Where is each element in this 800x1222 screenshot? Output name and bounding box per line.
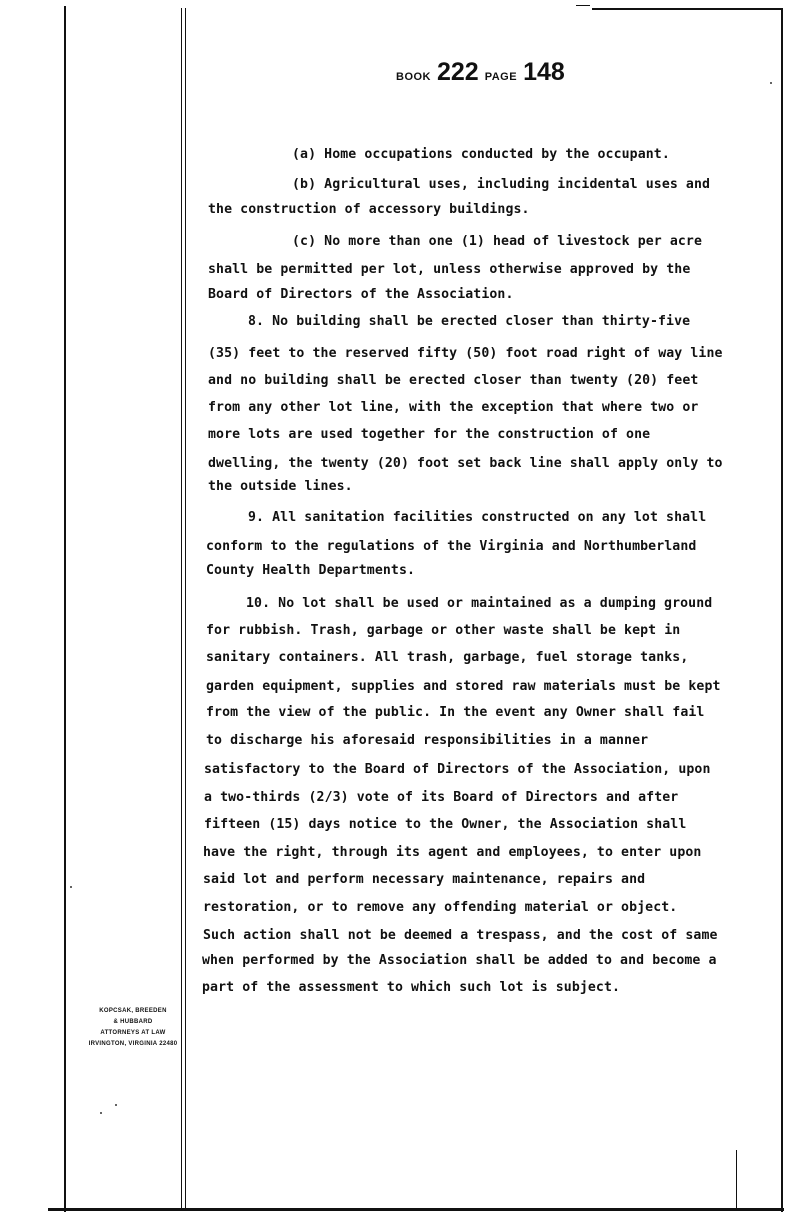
text-line: restoration, or to remove any offending material or object.: [203, 900, 678, 915]
left-border-rule: [64, 6, 66, 1212]
book-page-header: [396, 58, 565, 87]
text-line: dwelling, the twenty (20) foot set back line shall apply only to: [208, 456, 723, 471]
bottom-border-rule: [48, 1208, 784, 1211]
text-line: for rubbish. Trash, garbage or other waste shall be kept in: [206, 623, 681, 638]
speck: [115, 1104, 117, 1106]
text-line: shall be permitted per lot, unless otherwise approved by the: [208, 262, 691, 277]
page-label: PAGE: [484, 71, 518, 83]
text-line: fifteen (15) days notice to the Owner, the Association shall: [204, 817, 687, 832]
text-line: to discharge his aforesaid responsibilities in a manner: [206, 733, 649, 748]
right-border-rule: [781, 8, 783, 1212]
text-line: 9. All sanitation facilities constructed on any lot shall: [248, 510, 707, 525]
speck: [770, 82, 772, 84]
law-firm-stamp: [78, 1006, 188, 1050]
text-line: Such action shall not be deemed a trespass, and the cost of same: [203, 928, 718, 943]
text-line: (35) feet to the reserved fifty (50) foot road right of way line: [208, 346, 723, 361]
text-line: the construction of accessory buildings.: [208, 202, 530, 217]
text-line: from any other lot line, with the exception that where two or: [208, 400, 699, 415]
text-line: 8. No building shall be erected closer than thirty-five: [248, 314, 691, 329]
top-right-rule: [592, 8, 782, 10]
speck: [100, 1112, 102, 1114]
text-line: satisfactory to the Board of Directors of the Association, upon: [204, 762, 711, 777]
firm-name-line: & HUBBARD: [113, 1019, 153, 1025]
text-line: when performed by the Association shall be added to and become a: [202, 953, 717, 968]
text-line: more lots are used together for the construction of one: [208, 427, 651, 442]
text-line: said lot and perform necessary maintenance, repairs and: [203, 872, 646, 887]
firm-name-line: KOPCSAK, BREEDEN: [99, 1008, 167, 1014]
text-line: (c) No more than one (1) head of livestock per acre: [292, 234, 703, 249]
text-line: Board of Directors of the Association.: [208, 287, 514, 302]
right-inner-rule: [736, 1150, 737, 1208]
firm-address-line: IRVINGTON, VIRGINIA 22480: [88, 1041, 178, 1047]
page-number: 148: [523, 58, 565, 86]
book-label: BOOK: [396, 71, 431, 83]
text-line: the outside lines.: [208, 479, 353, 494]
text-line: conform to the regulations of the Virginia and Northumberland: [206, 539, 697, 554]
text-line: (b) Agricultural uses, including incidental uses and: [292, 177, 711, 192]
book-number: 222: [437, 58, 479, 86]
text-line: County Health Departments.: [206, 563, 416, 578]
top-right-short-rule: [576, 5, 590, 6]
speck: [70, 886, 72, 888]
text-line: (a) Home occupations conducted by the occupant.: [292, 147, 670, 162]
text-line: sanitary containers. All trash, garbage, fuel storage tanks,: [206, 650, 689, 665]
text-line: and no building shall be erected closer than twenty (20) feet: [208, 373, 699, 388]
text-line: have the right, through its agent and employees, to enter upon: [203, 845, 702, 860]
text-line: 10. No lot shall be used or maintained as a dumping ground: [246, 596, 713, 611]
text-line: a two-thirds (2/3) vote of its Board of Directors and after: [204, 790, 679, 805]
text-line: from the view of the public. In the event any Owner shall fail: [206, 705, 705, 720]
text-line: part of the assessment to which such lot is subject.: [202, 980, 621, 995]
text-line: garden equipment, supplies and stored raw materials must be kept: [206, 679, 721, 694]
firm-title-line: ATTORNEYS AT LAW: [100, 1030, 166, 1036]
